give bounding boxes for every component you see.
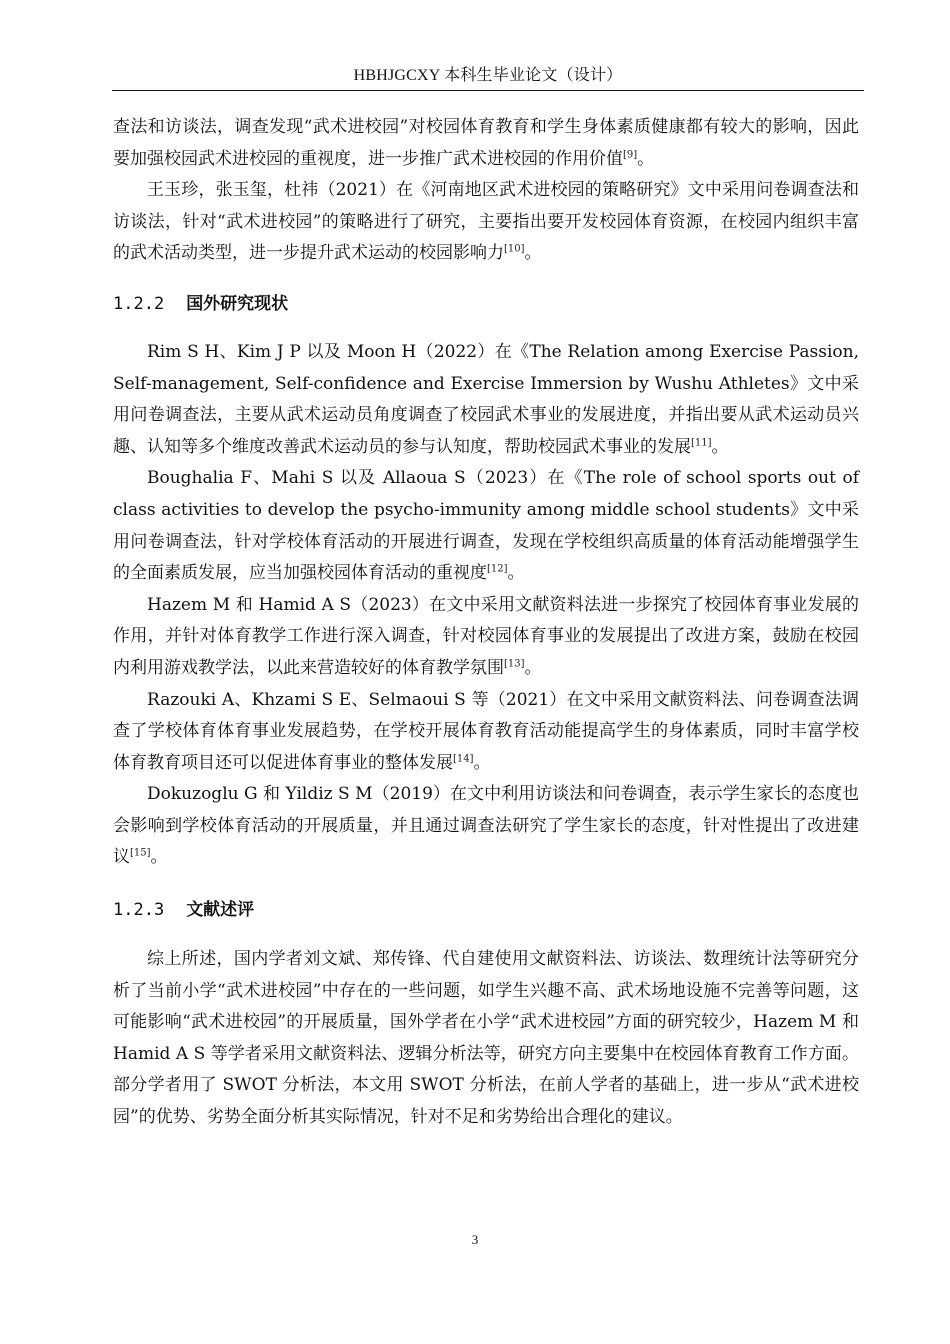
paragraph-end: 。 (524, 243, 542, 264)
paragraph-text: 综上所述，国内学者刘文斌、郑传锋、代自建使用文献资料法、访谈法、数理统计法等研究分析了当前小学“武术进校园”中存在的一些问题，如学生兴趣不高、武术场地设施不完善等问题，这可能影响“武术进校园”的开展质量，国外学者在小学“武术进校园”方面的研究较少，Hazem M 和 Hamid A S 等学者采用文献资料法、逻辑分析法等，研究方向主要集中在校园体育教育工作方面。部分学者用了 SWOT 分析法，本文用 SWOT 分析法，在前人学者的基础上，进一步从“武术进校园”的优势、劣势全面分析其实际情况，针对不足和劣势给出合理化的建议。 (113, 949, 859, 1128)
paragraph-end: 。 (150, 847, 168, 868)
citation-9: [9] (623, 148, 638, 160)
paragraph-6 (113, 685, 859, 780)
paragraph-text: Razouki A、Khzami S E、Selmaoui S 等（2021）在文中采用文献资料法、问卷调查法调查了学校体育体育事业发展趋势，在学校开展体育教育活动能提高学生的身体素质，同时丰富学校体育教育项目还可以促进体育事业的整体发展 (113, 689, 859, 773)
paragraph-text: 王玉珍，张玉玺，杜祎（2021）在《河南地区武术进校园的策略研究》文中采用问卷调查法和访谈法，针对“武术进校园”的策略进行了研究，主要指出要开发校园体育资源，在校园内组织丰富的武术活动类型，进一步提升武术运动的校园影响力 (113, 180, 859, 264)
section-number: 1.2.2 (113, 293, 165, 314)
paragraph-7 (113, 779, 859, 874)
citation-11: [11] (691, 437, 712, 449)
paragraph-4 (113, 463, 859, 589)
header-rule (112, 90, 864, 91)
section-title: 文献述评 (186, 900, 255, 921)
section-heading-1-2-3 (113, 898, 859, 922)
running-header: HBHJGCXY 本科生毕业论文（设计） (353, 67, 623, 84)
paragraph-text: Boughalia F、Mahi S 以及 Allaoua S（2023）在《The role of school sports out of class activities to develop the psycho-immunity among middle school students》文中采用问卷调查法，针对学校体育活动的开展进行调查，发现在学校组织高质量的体育活动能增强学生的全面素质发展，应当加强校园体育活动的重视度 (113, 468, 859, 584)
paragraph-3 (113, 337, 859, 463)
citation-14: [14] (453, 753, 474, 765)
paragraph-2 (113, 175, 859, 270)
paragraph-end: 。 (711, 436, 729, 457)
paragraph-end: 。 (637, 148, 655, 169)
section-title: 国外研究现状 (186, 293, 289, 314)
citation-13: [13] (504, 658, 525, 670)
citation-15: [15] (130, 847, 151, 859)
paragraph-end: 。 (524, 657, 542, 678)
paragraph-text: 查法和访谈法，调查发现“武术进校园”对校园体育教育和学生身体素质健康都有较大的影响，因此要加强校园武术进校园的重视度，进一步推广武术进校园的作用价值 (113, 117, 859, 169)
paragraph-end: 。 (507, 563, 525, 584)
body-content (113, 112, 859, 1134)
paragraph-text: Hazem M 和 Hamid A S（2023）在文中采用文献资料法进一步探究了校园体育事业发展的作用，并针对体育教学工作进行深入调查，针对校园体育事业的发展提出了改进方案，鼓励在校园内利用游戏教学法，以此来营造较好的体育教学氛围 (113, 594, 859, 678)
paragraph-text: Dokuzoglu G 和 Yildiz S M（2019）在文中利用访谈法和问卷调查，表示学生家长的态度也会影响到学校体育活动的开展质量，并且通过调查法研究了学生家长的态度，针对性提出了改进建议 (113, 784, 859, 868)
paragraph-end: 。 (473, 752, 491, 773)
paragraph-text: Rim S H、Kim J P 以及 Moon H（2022）在《The Relation among Exercise Passion, Self-management, Self-confidence and Exercise Immersion by Wushu Athletes》文中采用问卷调查法，主要从武术运动员角度调查了校园武术事业的发展进度，并指出要从武术运动员兴趣、认知等多个维度改善武术运动员的参与认知度，帮助校园武术事业的发展 (113, 341, 859, 457)
section-number: 1.2.3 (113, 900, 165, 921)
page-number: 3 (471, 1232, 479, 1247)
paragraph-1 (113, 112, 859, 175)
paragraph-8 (113, 944, 859, 1134)
citation-10: [10] (504, 243, 525, 255)
citation-12: [12] (487, 563, 508, 575)
paragraph-5 (113, 590, 859, 685)
section-heading-1-2-2 (113, 292, 859, 316)
